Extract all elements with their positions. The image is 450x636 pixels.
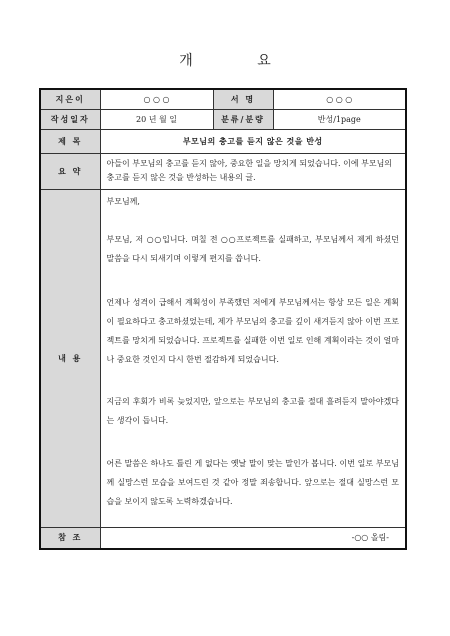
author-value: ○ ○ ○ (100, 89, 213, 109)
date-row (40, 109, 406, 129)
content-label: 내 용 (40, 189, 100, 527)
letter-paragraph: 언제나 성격이 급해서 계획성이 부족했던 저에게 부모님께서는 항상 모든 일은 계획이 필요하다고 충고하셨었는데, 제가 부모님의 충고를 깊이 새겨듣지 않아 이번 프로젝트를 망치게 되었습니다. 프로젝트를 실패한 이번 일로 인해 계획이라는 것이 얼마나 중요한 것인지 다시 한번 절감하게 되었습니다. (106, 297, 399, 364)
report-form-table (39, 88, 407, 550)
summary-label: 요 약 (40, 153, 100, 189)
content-row (40, 189, 406, 527)
author-row (40, 89, 406, 109)
subject-value: 부모님의 충고를 듣지 않은 것을 반성 (100, 129, 406, 153)
summary-row (40, 153, 406, 189)
signature-label: 서 명 (213, 89, 273, 109)
category-label: 분류/분량 (213, 109, 273, 129)
letter-paragraph: 어른 말씀은 하나도 틀린 게 없다는 옛날 말이 맞는 말인가 봅니다. 이번 일로 부모님께 실망스런 모습을 보여드린 것 같아 정말 죄송합니다. 앞으로는 절대 실망스런 모습을 보이지 않도록 노력하겠습니다. (106, 458, 399, 506)
letter-signature: -○○ 올림- (351, 532, 389, 542)
summary-value: 아들이 부모님의 충고를 듣지 않아, 중요한 일을 망치게 되었습니다. 이에 부모님의 충고를 듣지 않은 것을 반성하는 내용의 글. (100, 153, 406, 189)
letter-paragraph: 부모님, 저 ○○입니다. 며칠 전 ○○프로젝트를 실패하고, 부모님께서 제게 하셨던 말씀을 다시 되새기며 이렇게 편지를 씁니다. (106, 234, 399, 263)
letter-paragraph: 지금의 후회가 비록 늦었지만, 앞으로는 부모님의 충고를 절대 흘려듣지 말아야겠다는 생각이 듭니다. (106, 396, 399, 425)
category-value: 반성/1page (273, 109, 406, 129)
author-label: 지은이 (40, 89, 100, 109)
document-title: 개 요 (179, 53, 301, 69)
letter-body (106, 190, 400, 542)
signature-value: ○ ○ ○ (273, 89, 406, 109)
date-value: 20 년 월 일 (100, 109, 213, 129)
date-label: 작성일자 (40, 109, 100, 129)
subject-label: 제 목 (40, 129, 100, 153)
reference-label: 참 조 (40, 527, 100, 549)
subject-row (40, 129, 406, 153)
content-cell (100, 189, 406, 542)
letter-greeting: 부모님께, (106, 196, 140, 206)
